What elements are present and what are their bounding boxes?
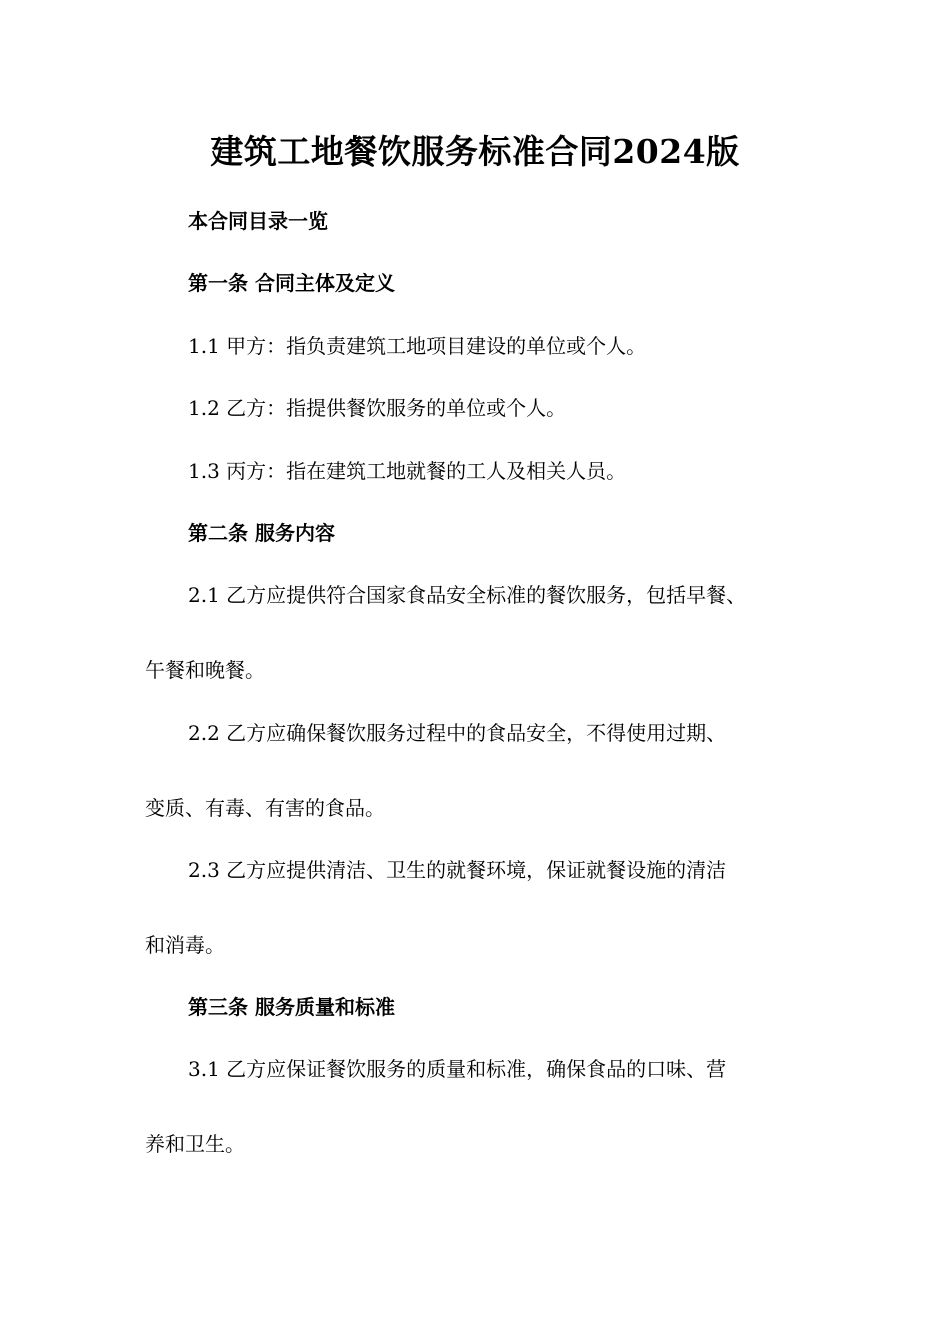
clause-1-3: 1.3 丙方：指在建筑工地就餐的工人及相关人员。 (188, 459, 627, 483)
document-title: 建筑工地餐饮服务标准合同2024版 (210, 132, 740, 171)
clause-3-1 (145, 1054, 835, 1159)
article-1-heading: 第一条 合同主体及定义 (188, 271, 395, 295)
article-2-heading: 第二条 服务内容 (188, 521, 335, 545)
clause-2-3-line-2: 和消毒。 (145, 933, 225, 957)
clause-3-1-line-1: 3.1 乙方应保证餐饮服务的质量和标准，确保食品的口味、营 (188, 1057, 727, 1081)
clause-2-3 (145, 855, 835, 960)
article-3-heading: 第三条 服务质量和标准 (188, 995, 395, 1019)
clause-1-2: 1.2 乙方：指提供餐饮服务的单位或个人。 (188, 396, 567, 420)
clause-2-3-line-1: 2.3 乙方应提供清洁、卫生的就餐环境，保证就餐设施的清洁 (188, 858, 727, 882)
clause-2-2 (145, 718, 835, 823)
clause-2-1-line-2: 午餐和晚餐。 (145, 658, 265, 682)
clause-2-1 (145, 580, 835, 685)
clause-2-2-line-2: 变质、有毒、有害的食品。 (145, 796, 385, 820)
clause-3-1-line-2: 养和卫生。 (145, 1132, 245, 1156)
toc-heading: 本合同目录一览 (188, 209, 328, 233)
clause-2-2-line-1: 2.2 乙方应确保餐饮服务过程中的食品安全，不得使用过期、 (188, 721, 727, 745)
clause-1-1: 1.1 甲方：指负责建筑工地项目建设的单位或个人。 (188, 334, 647, 358)
clause-2-1-line-1: 2.1 乙方应提供符合国家食品安全标准的餐饮服务，包括早餐、 (188, 583, 747, 607)
